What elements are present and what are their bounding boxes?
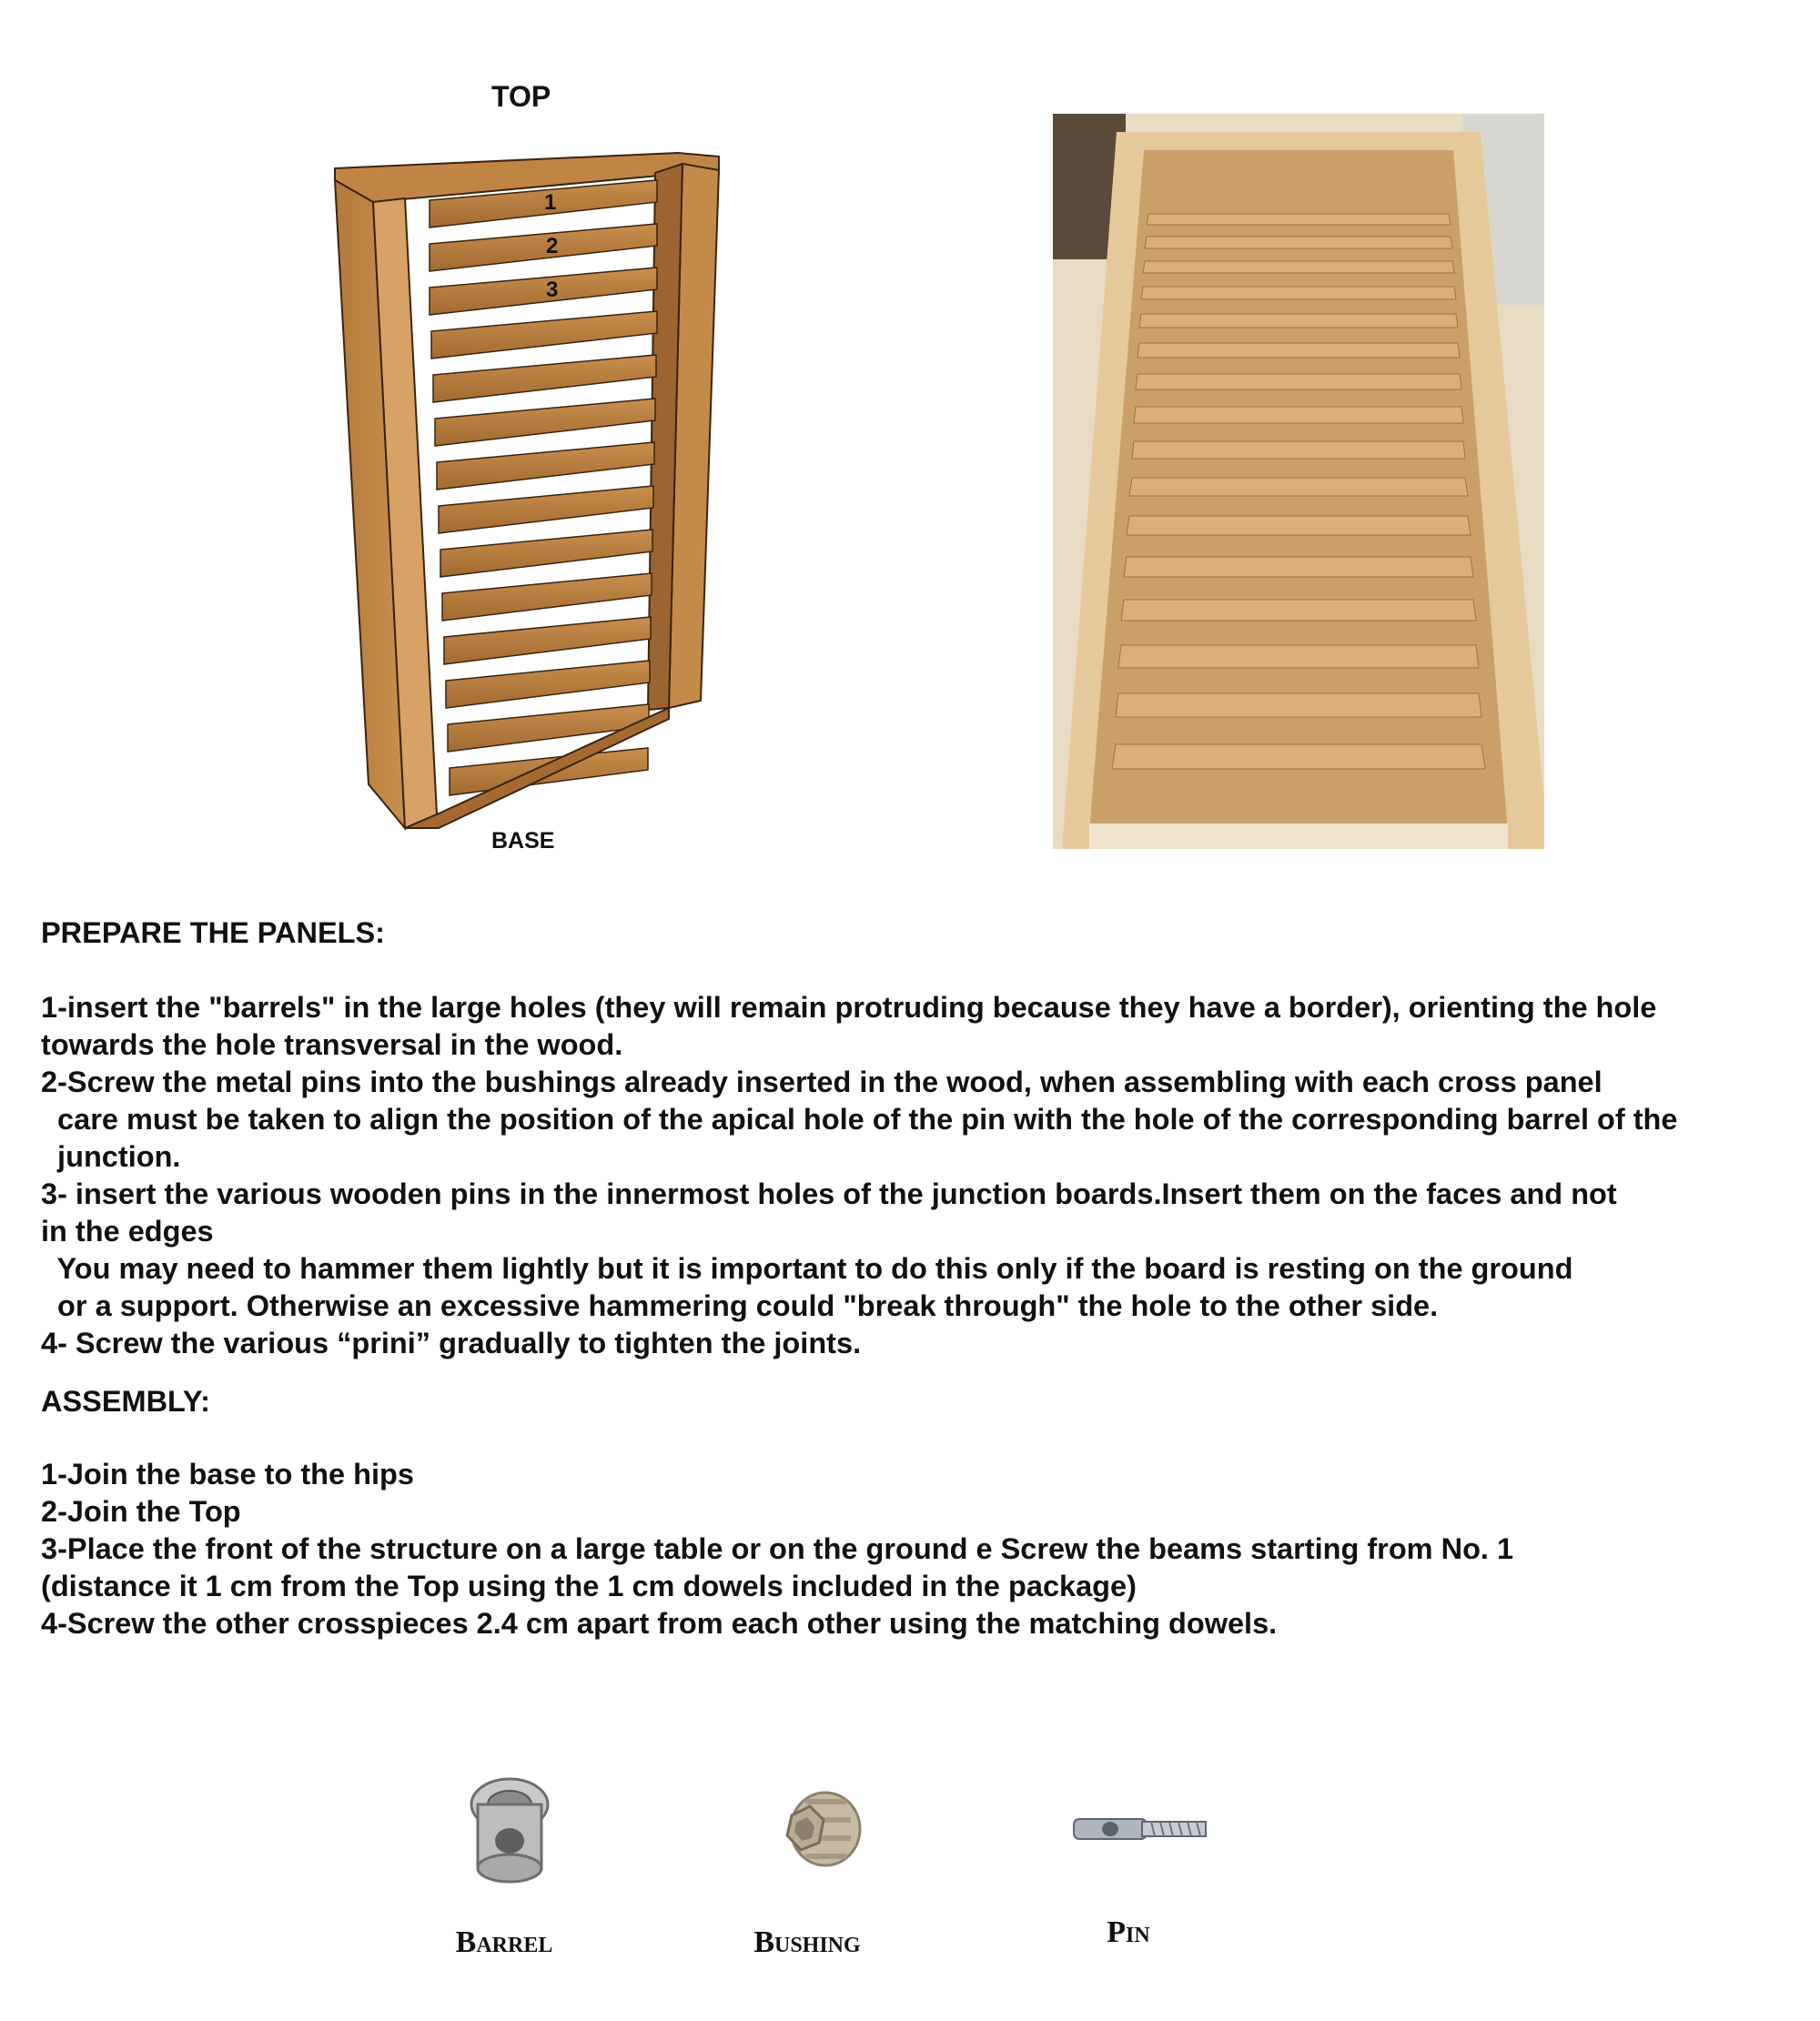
diagram-top-label: TOP — [491, 80, 551, 113]
prepare-line: care must be taken to align the position of the apical hole of the pin with the hole of the corresponding barrel of the — [41, 1103, 1678, 1136]
assembly-line: 3-Place the front of the structure on a large table or on the ground e Screw the beams starting from No. 1 — [41, 1532, 1514, 1565]
slat — [444, 617, 651, 664]
prepare-heading: PREPARE THE PANELS: — [41, 916, 386, 949]
slat — [439, 486, 653, 533]
slat — [433, 355, 656, 402]
rack-diagram — [318, 136, 728, 833]
slat-number-1: 1 — [544, 190, 557, 215]
bushing-label: Bushing — [753, 1925, 861, 1959]
slat — [446, 661, 650, 708]
prepare-line: 1-insert the "barrels" in the large holes (they will remain protruding because they have a border), orienting the hole — [41, 991, 1657, 1024]
barrel-label: Barrel — [455, 1925, 553, 1959]
slat — [448, 704, 649, 752]
prepare-steps — [41, 989, 1806, 1362]
prepare-line: You may need to hammer them lightly but it is important to do this only if the board is resting on the ground — [41, 1252, 1573, 1285]
slat — [440, 530, 652, 577]
assembly-line: 4-Screw the other crosspieces 2.4 cm apart from each other using the matching dowels. — [41, 1607, 1278, 1640]
prepare-line: towards the hole transversal in the wood. — [41, 1028, 623, 1061]
barrel-icon — [455, 1773, 564, 1891]
prepare-line: 4- Screw the various “prini” gradually to tighten the joints. — [41, 1327, 862, 1359]
slat — [437, 442, 654, 490]
slat — [430, 224, 657, 271]
assembly-heading: ASSEMBLY: — [41, 1385, 211, 1418]
prepare-line: 3- insert the various wooden pins in the innermost holes of the junction boards.Insert them on the faces and not — [41, 1177, 1617, 1210]
slat — [435, 399, 655, 446]
assembly-steps — [41, 1456, 1806, 1642]
pin-label: Pin — [1107, 1915, 1150, 1949]
slat — [442, 573, 652, 621]
bushing-icon — [769, 1779, 869, 1879]
assembled-frame-photo — [1053, 114, 1544, 849]
assembly-section — [41, 1383, 1806, 1420]
assembly-line: 2-Join the Top — [41, 1495, 241, 1528]
prepare-line: junction. — [41, 1140, 181, 1173]
slat-group — [430, 180, 657, 795]
prepare-line: 2-Screw the metal pins into the bushings already inserted in the wood, when assembling with each cross panel — [41, 1066, 1603, 1098]
slat-number-3: 3 — [546, 278, 559, 302]
assembly-line: 1-Join the base to the hips — [41, 1458, 414, 1490]
prepare-section — [41, 915, 1806, 952]
pin-icon — [1069, 1806, 1215, 1852]
slat — [430, 268, 657, 315]
assembly-line: (distance it 1 cm from the Top using the 1 cm dowels included in the package) — [41, 1570, 1137, 1602]
slat-number-2: 2 — [546, 234, 559, 258]
prepare-line: in the edges — [41, 1215, 214, 1248]
slat — [431, 311, 657, 359]
prepare-line: or a support. Otherwise an excessive hammering could "break through" the hole to the other side. — [41, 1289, 1439, 1322]
diagram-base-label: BASE — [491, 828, 555, 854]
